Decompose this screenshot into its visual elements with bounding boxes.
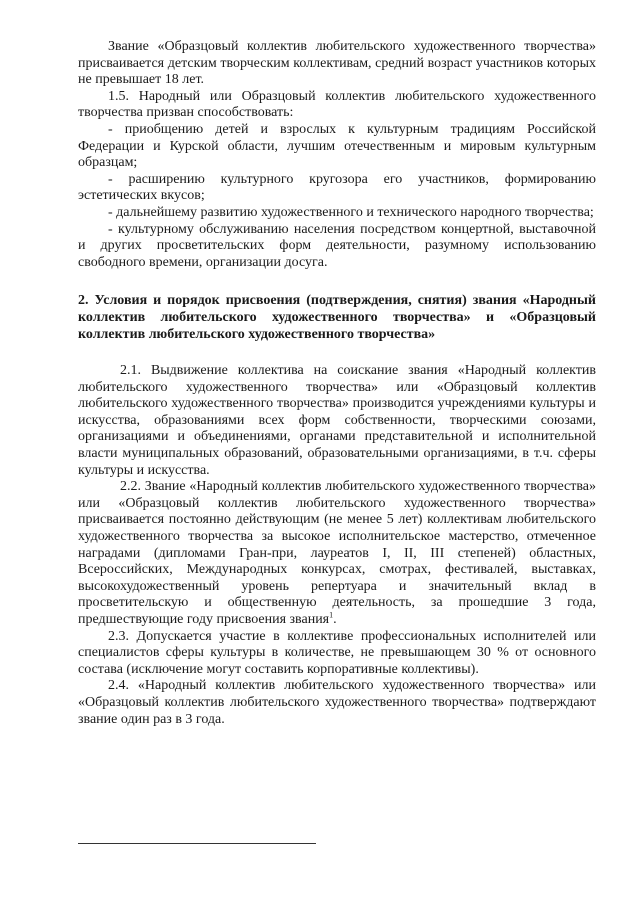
- paragraph-2-1: 2.1. Выдвижение коллектива на соискание звания «Народный коллектив любительского художественного творчества» или «Образцовый коллектив любительского художественного творчества» производится учреждениями культуры и искусства, образованиями всех форм собственности, творческими союзами, организациями и объединениями, органами представительной и исполнительной власти муниципальных образований, образовательными организациями, в т.ч. сферы культуры и искусства.: [78, 363, 596, 478]
- paragraph-2-3: 2.3. Допускается участие в коллективе профессиональных исполнителей или специалистов сферы культуры в количестве, не превышающем 30 % от основного состава (исключение могут составить корпоративные коллективы).: [78, 628, 596, 677]
- section-heading: 2. Условия и порядок присвоения (подтверждения, снятия) звания «Народный коллектив любительского художественного творчества» и «Образцовый коллектив любительского художественного творчества»: [78, 293, 596, 342]
- footnote-reference[interactable]: 1: [329, 610, 334, 620]
- document-body: [78, 39, 596, 728]
- paragraph-1-5: 1.5. Народный или Образцовый коллектив любительского художественного творчества призван способствовать:: [78, 88, 596, 121]
- heading-spacer: [78, 343, 596, 363]
- paragraph-2-2-end: .: [333, 612, 337, 627]
- list-item: - расширению культурного кругозора его участников, формированию эстетических вкусов;: [78, 171, 596, 204]
- list-item: - культурному обслуживанию населения посредством концертной, выставочной и других просветительских форм деятельности, разумному использованию свободного времени, организации досуга.: [78, 221, 596, 270]
- footnote-separator: [78, 843, 316, 844]
- paragraph-2-2: [78, 479, 596, 628]
- paragraph-2-2-text: 2.2. Звание «Народный коллектив любительского художественного творчества» или «Образцовый коллектив любительского художественного творчества» присваивается постоянно действующим (не менее 5 лет) коллективам любительского художественного творчества за высокое исполнительское мастерство, отмеченное наградами (дипломами Гран-при, лауреатов I, II, III степеней) областных, Всероссийских, Международных конкурсах, смотрах, фестивалей, выставках, высокохудожественный уровень репертуара и значительный вклад в просветительскую и общественную деятельность, за прошедшие 3 года, предшествующие году присвоения звания: [78, 479, 596, 627]
- paragraph-intro: Звание «Образцовый коллектив любительского художественного творчества» присваивается детским творческим коллективам, средний возраст участников которых не превышает 18 лет.: [78, 39, 596, 88]
- paragraph-2-4: 2.4. «Народный коллектив любительского художественного творчества» или «Образцовый коллектив любительского художественного творчества» подтверждают звание один раз в 3 года.: [78, 678, 596, 727]
- list-item: - дальнейшему развитию художественного и технического народного творчества;: [108, 204, 594, 220]
- list-item: - приобщению детей и взрослых к культурным традициям Российской Федерации и Курской области, лучшим отечественным и мировым культурным образцам;: [78, 121, 596, 171]
